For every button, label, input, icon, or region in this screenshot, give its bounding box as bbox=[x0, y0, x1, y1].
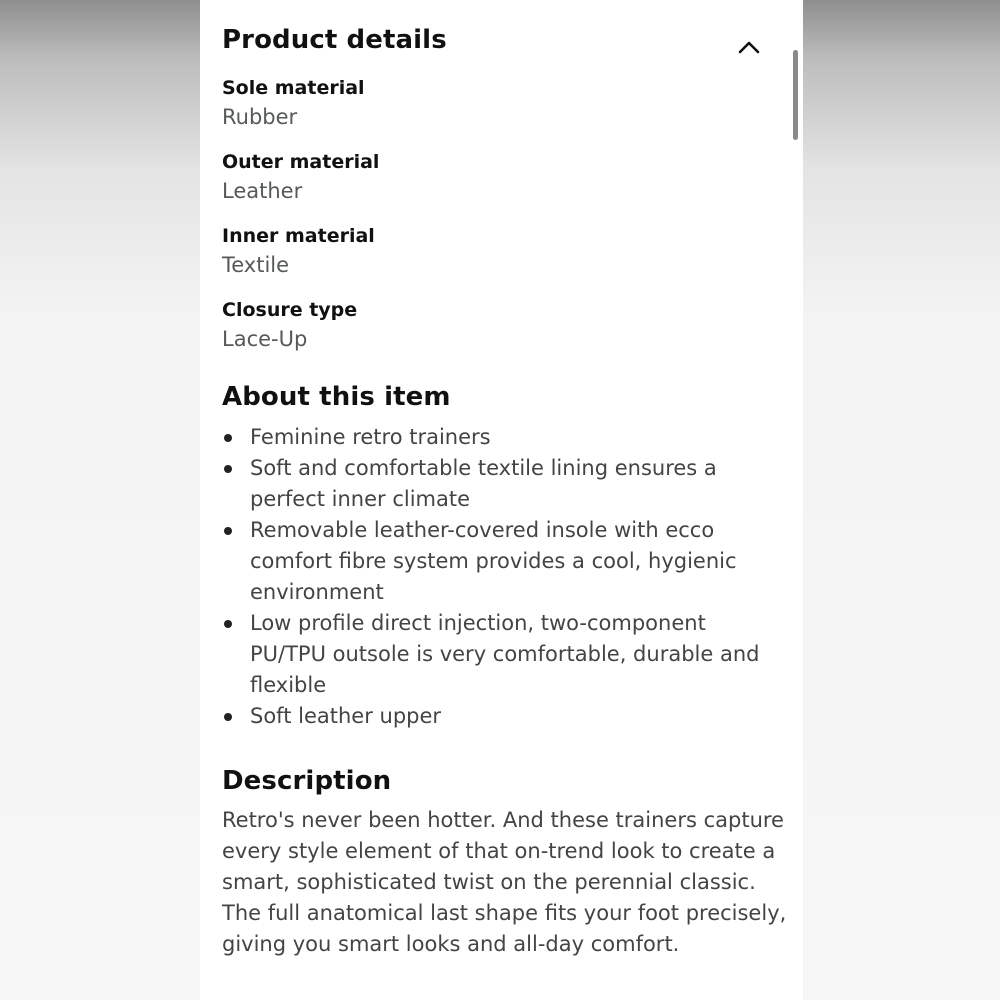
chevron-up-icon[interactable] bbox=[734, 32, 764, 62]
attribute-value: Lace-Up bbox=[222, 327, 308, 351]
scrollbar-thumb[interactable] bbox=[793, 50, 798, 140]
list-item bbox=[222, 608, 782, 701]
attribute-inner-material bbox=[222, 224, 375, 282]
list-item bbox=[222, 422, 782, 453]
about-item-list bbox=[222, 422, 782, 732]
description-text: Retro's never been hotter. And these trainers capture every style element of that on-trend look to create a smart, sophisticated twist on the perennial classic. The full anatomical last shape fits your foot precisely, giving you smart looks and all-day comfort. bbox=[222, 808, 787, 956]
product-details-heading: Product details bbox=[222, 25, 447, 55]
bullet-dot bbox=[224, 713, 232, 721]
bullet-dot bbox=[224, 620, 232, 628]
list-item-text: Feminine retro trainers bbox=[250, 425, 491, 449]
attribute-value: Leather bbox=[222, 179, 303, 203]
attribute-label: Sole material bbox=[222, 77, 365, 99]
attribute-closure-type bbox=[222, 298, 357, 356]
attribute-outer-material bbox=[222, 150, 379, 208]
right-backdrop bbox=[803, 0, 1000, 1000]
description-heading: Description bbox=[222, 766, 392, 796]
list-item bbox=[222, 701, 782, 732]
about-item-heading: About this item bbox=[222, 382, 451, 412]
bullet-dot bbox=[224, 434, 232, 442]
bullet-dot bbox=[224, 465, 232, 473]
attribute-label: Outer material bbox=[222, 151, 380, 173]
list-item-text: Soft leather upper bbox=[250, 704, 442, 728]
list-item-text: Removable leather-covered insole with ecco comfort fibre system provides a cool, hygienic environment bbox=[250, 518, 737, 604]
attribute-label: Inner material bbox=[222, 225, 375, 247]
attribute-value: Rubber bbox=[222, 105, 298, 129]
attribute-value: Textile bbox=[222, 253, 290, 277]
left-backdrop bbox=[0, 0, 200, 1000]
product-info-panel bbox=[200, 0, 803, 1000]
attribute-sole-material bbox=[222, 76, 365, 134]
list-item bbox=[222, 515, 782, 608]
attribute-label: Closure type bbox=[222, 299, 358, 321]
list-item-text: Low profile direct injection, two-component PU/TPU outsole is very comfortable, durable and flexible bbox=[250, 611, 760, 697]
bullet-dot bbox=[224, 527, 232, 535]
list-item-text: Soft and comfortable textile lining ensures a perfect inner climate bbox=[250, 456, 717, 511]
list-item bbox=[222, 453, 782, 515]
